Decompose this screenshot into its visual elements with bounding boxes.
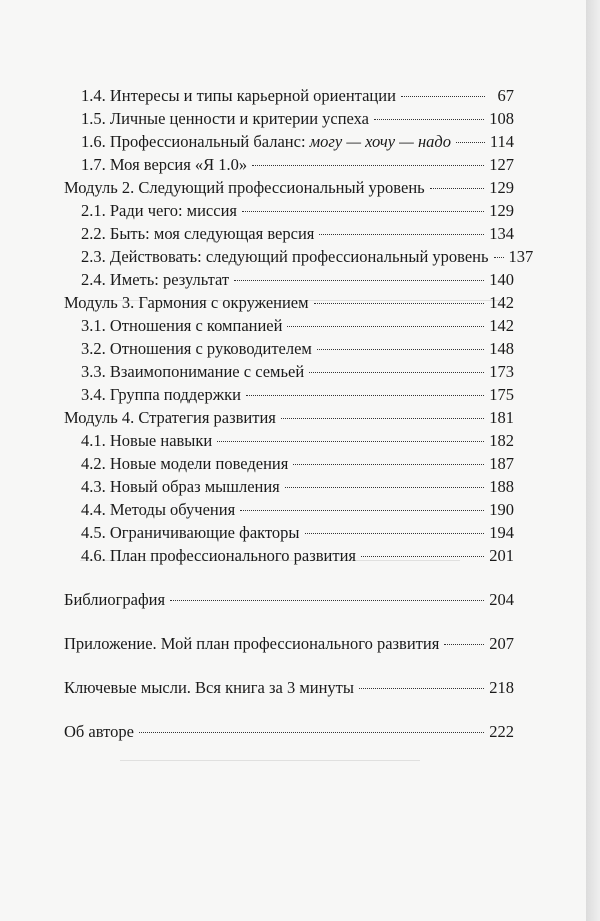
toc-entry-module[interactable] xyxy=(64,407,514,429)
toc-entry-title: 4.1. Новые навыки xyxy=(81,431,213,450)
toc-entry-title: 2.3. Действовать: следующий профессиональный уровень xyxy=(81,247,489,266)
dot-leader xyxy=(287,326,484,327)
dot-leader xyxy=(317,349,484,350)
toc-entry-page: 175 xyxy=(489,385,514,404)
toc-entry[interactable] xyxy=(81,200,514,222)
toc-entry-module[interactable] xyxy=(64,177,514,199)
toc-entry-title: 4.5. Ограничивающие факторы xyxy=(81,523,300,542)
toc-entry[interactable] xyxy=(81,315,514,337)
dot-leader xyxy=(314,303,485,304)
dot-leader xyxy=(401,96,485,97)
toc-entry-page: 190 xyxy=(489,500,514,519)
toc-entry[interactable] xyxy=(81,453,514,475)
page-edge xyxy=(586,0,600,921)
toc-entry-title: 3.1. Отношения с компанией xyxy=(81,316,283,335)
toc-entry-title: Модуль 3. Гармония с окружением xyxy=(64,293,309,312)
toc-entry-page: 137 xyxy=(508,247,534,266)
toc-entry[interactable] xyxy=(81,108,514,130)
toc-entry-section[interactable] xyxy=(64,721,514,743)
toc-entry-module[interactable] xyxy=(64,292,514,314)
toc-entry-title: 2.1. Ради чего: миссия xyxy=(81,201,238,220)
dot-leader xyxy=(309,372,484,373)
toc-entry-title: 2.2. Быть: моя следующая версия xyxy=(81,224,315,243)
dot-leader xyxy=(359,688,484,689)
dot-leader xyxy=(374,119,484,120)
toc-entry[interactable] xyxy=(81,545,514,567)
toc-entry-title: 3.3. Взаимопонимание с семьей xyxy=(81,362,305,381)
toc-entry-title: 2.4. Иметь: результат xyxy=(81,270,230,289)
toc-entry[interactable] xyxy=(81,154,514,176)
toc-entry-page: 108 xyxy=(489,109,514,128)
toc-entry[interactable] xyxy=(81,499,514,521)
toc-entry-page: 134 xyxy=(489,224,514,243)
dot-leader xyxy=(240,510,484,511)
toc-entry[interactable] xyxy=(81,246,534,268)
toc-entry-page: 114 xyxy=(489,132,514,151)
toc-entry-page: 140 xyxy=(489,270,514,289)
dot-leader xyxy=(246,395,484,396)
toc-entry-page: 204 xyxy=(489,590,514,609)
toc-entry-page: 142 xyxy=(489,293,514,312)
toc-entry-title: 4.4. Методы обучения xyxy=(81,500,236,519)
toc-entry-title: 4.6. План профессионального развития xyxy=(81,546,356,565)
toc-entry-title: Об авторе xyxy=(64,722,134,741)
toc-entry[interactable] xyxy=(81,384,514,406)
toc-entry-page: 129 xyxy=(489,201,514,220)
dot-leader xyxy=(430,188,485,189)
dot-leader xyxy=(456,142,485,143)
toc-entry-page: 188 xyxy=(489,477,514,496)
toc-entry[interactable] xyxy=(81,522,514,544)
toc-entry-section[interactable] xyxy=(64,589,514,611)
dot-leader xyxy=(281,418,484,419)
toc-entry[interactable] xyxy=(81,476,514,498)
dot-leader xyxy=(319,234,484,235)
toc-entry-page: 148 xyxy=(489,339,514,358)
dot-leader xyxy=(361,556,484,557)
toc-entry-page: 181 xyxy=(489,408,514,427)
toc-entry-page: 207 xyxy=(489,634,514,653)
toc-entry-title: 3.4. Группа поддержки xyxy=(81,385,241,404)
dot-leader xyxy=(139,732,484,733)
toc-entry[interactable] xyxy=(81,85,514,107)
toc-entry-page: 142 xyxy=(489,316,514,335)
toc-entry-title: Библиография xyxy=(64,590,166,609)
toc-entry-title: Модуль 4. Стратегия развития xyxy=(64,408,276,427)
toc-entry-title: 4.3. Новый образ мышления xyxy=(81,477,280,496)
dot-leader xyxy=(234,280,484,281)
toc-entry-title xyxy=(81,131,451,153)
toc-entry-title-plain: 1.6. Профессиональный баланс: xyxy=(81,132,310,151)
dot-leader xyxy=(242,211,484,212)
toc-entry-page: 127 xyxy=(489,155,514,174)
toc-entry-title: Приложение. Мой план профессионального развития xyxy=(64,634,440,653)
toc-entry-page: 173 xyxy=(489,362,514,381)
toc-entry[interactable] xyxy=(81,223,514,245)
dot-leader xyxy=(494,257,504,258)
toc-entry-title: 3.2. Отношения с руководителем xyxy=(81,339,312,358)
toc-entry-page: 187 xyxy=(489,454,514,473)
toc-entry-title: Ключевые мысли. Вся книга за 3 минуты xyxy=(64,678,354,697)
toc-entry-page: 194 xyxy=(489,523,514,542)
toc-entry-title: 1.5. Личные ценности и критерии успеха xyxy=(81,109,370,128)
toc-entry[interactable] xyxy=(81,361,514,383)
toc-entry[interactable] xyxy=(81,131,514,153)
toc-entry-page: 201 xyxy=(489,546,514,565)
toc-entry-title: 4.2. Новые модели поведения xyxy=(81,454,289,473)
toc-entry-page: 182 xyxy=(489,431,514,450)
toc-entry-page: 218 xyxy=(489,678,514,697)
toc-entry-title: 1.7. Моя версия «Я 1.0» xyxy=(81,155,248,174)
dot-leader xyxy=(170,600,484,601)
dot-leader xyxy=(293,464,484,465)
dot-leader xyxy=(285,487,484,488)
toc-entry-section[interactable] xyxy=(64,633,514,655)
toc-entry[interactable] xyxy=(81,338,514,360)
toc-entry-title: Модуль 2. Следующий профессиональный уровень xyxy=(64,178,425,197)
toc-entry-page: 222 xyxy=(489,722,514,741)
toc-entry-section[interactable] xyxy=(64,677,514,699)
dot-leader xyxy=(305,533,485,534)
toc-entry-title-italic: могу — хочу — надо xyxy=(309,132,452,151)
dot-leader xyxy=(217,441,484,442)
dot-leader xyxy=(252,165,484,166)
toc-entry-page: 129 xyxy=(489,178,514,197)
toc-entry-page: 67 xyxy=(497,86,514,105)
toc-entry-title: 1.4. Интересы и типы карьерной ориентации xyxy=(81,86,396,105)
dot-leader xyxy=(444,644,484,645)
toc-entry[interactable] xyxy=(81,269,514,291)
toc-entry[interactable] xyxy=(81,430,514,452)
